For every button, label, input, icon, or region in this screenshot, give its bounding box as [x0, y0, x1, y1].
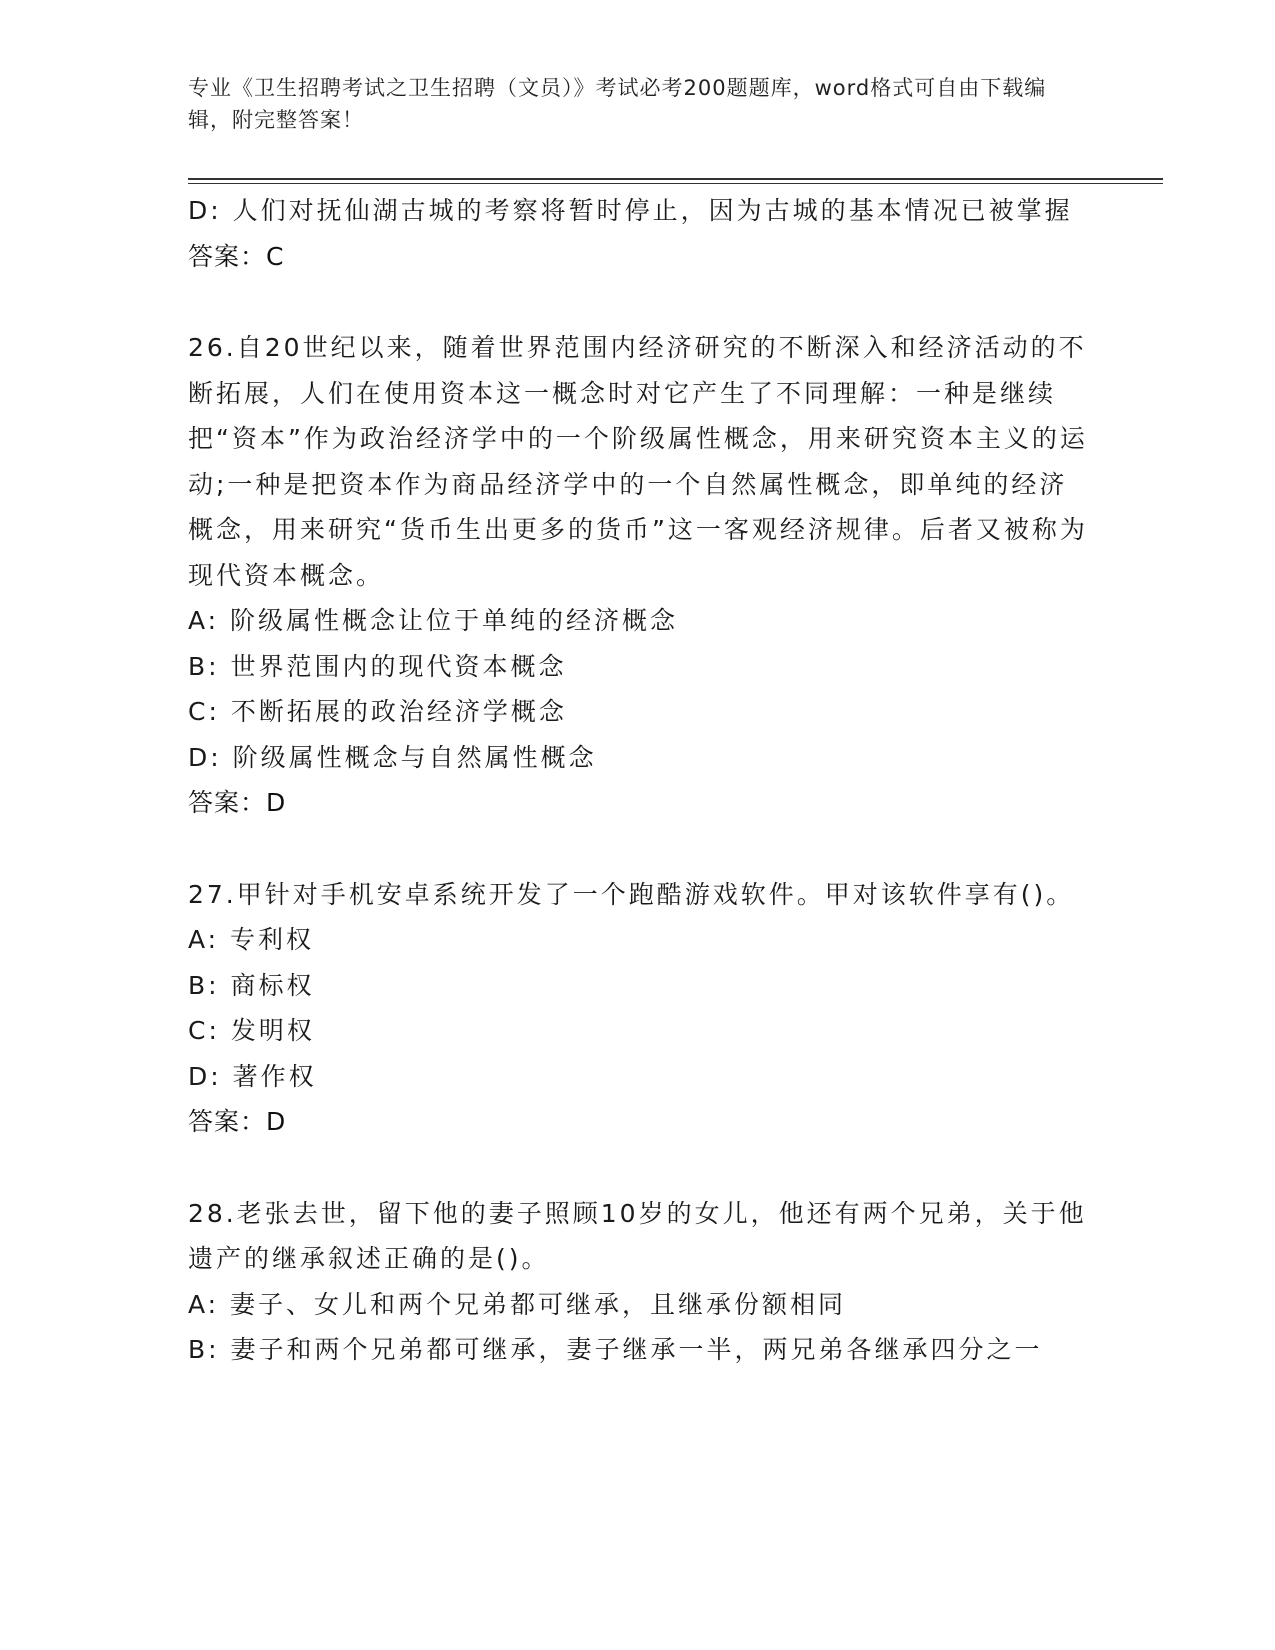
option-b: B: 商标权	[188, 970, 315, 1000]
answer-line: 答案：D	[188, 788, 287, 817]
document-header	[188, 72, 1068, 136]
option-a: A: 妻子、女儿和两个兄弟都可继承，且继承份额相同	[188, 1289, 847, 1319]
answer-line: 答案：C	[188, 241, 285, 271]
question-26	[188, 325, 1088, 826]
header-title: 专业《卫生招聘考试之卫生招聘（文员）》考试必考200题题库，word格式可自由下载编辑，附完整答案！	[188, 76, 1047, 132]
option-a: A: 专利权	[188, 925, 315, 954]
option-c: C: 不断拓展的政治经济学概念	[188, 697, 567, 726]
question-stem: 28.老张去世，留下他的妻子照顾10岁的女儿，他还有两个兄弟，关于他遗产的继承叙述正确的是()。	[188, 1198, 1087, 1273]
header-rule-thin	[188, 183, 1163, 184]
spacer	[188, 1145, 1088, 1191]
option-d: D: 人们对抚仙湖古城的考察将暂时停止，因为古城的基本情况已被掌握	[188, 196, 1073, 225]
document-body	[188, 188, 1088, 1373]
option-d: D: 阶级属性概念与自然属性概念	[188, 742, 597, 772]
spacer	[188, 279, 1088, 325]
question-stem: 27.甲针对手机安卓系统开发了一个跑酷游戏软件。甲对该软件享有()。	[188, 879, 1075, 909]
option-b: B: 世界范围内的现代资本概念	[188, 651, 567, 681]
question-25-tail	[188, 188, 1088, 279]
spacer	[188, 826, 1088, 872]
option-a: A: 阶级属性概念让位于单纯的经济概念	[188, 606, 679, 635]
answer-line: 答案：D	[188, 1107, 287, 1136]
question-28	[188, 1191, 1088, 1373]
option-d: D: 著作权	[188, 1061, 317, 1091]
header-rule-thick	[188, 178, 1163, 180]
question-27	[188, 872, 1088, 1145]
option-c: C: 发明权	[188, 1016, 315, 1045]
option-b: B: 妻子和两个兄弟都可继承，妻子继承一半，两兄弟各继承四分之一	[188, 1335, 1043, 1364]
question-stem: 26.自20世纪以来，随着世界范围内经济研究的不断深入和经济活动的不断拓展，人们在使用资本这一概念时对它产生了不同理解：一种是继续把“资本”作为政治经济学中的一个阶级属性概念，用来研究资本主义的运动;一种是把资本作为商品经济学中的一个自然属性概念，即单纯的经济概念，用来研究“货币生出更多的货币”这一客观经济规律。后者又被称为现代资本概念。	[188, 333, 1088, 590]
